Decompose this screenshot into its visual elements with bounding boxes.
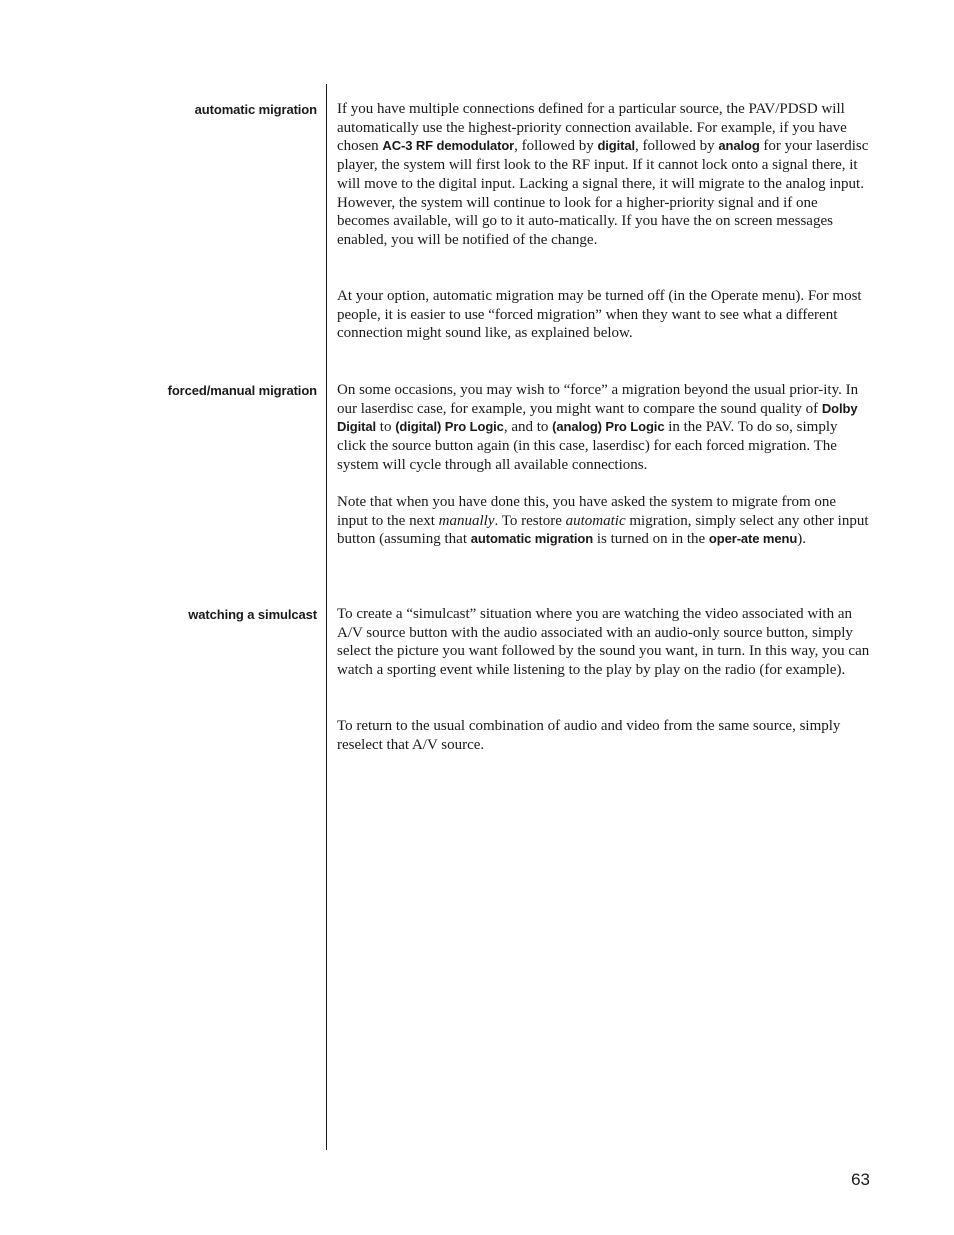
heading-automatic-migration: automatic migration [194,102,317,117]
bold-term: analog [718,138,760,154]
body-text-run: , followed by [635,138,719,155]
body-text-run: To return to the usual combination of audio and video from the same source, simply reselect that A/V source. [337,718,841,753]
bold-term: digital [597,138,636,154]
paragraph-simulcast-2 [337,717,870,754]
paragraph-automatic-migration-2 [337,287,870,343]
body-text-run: . To restore [494,512,566,529]
body-text-run: , followed by [514,138,598,155]
body-text-run: for your laserdisc player, the system will first look to the RF input. If it cannot lock onto a signal there, it will move to the digital input. Lacking a signal there, it will migrate to the analog input. However, the system will continue to look for a higher-priority signal and if one becomes available, will go to it auto-matically. If you have the on screen messages enabled, you will be notified of the change. [337,138,869,248]
paragraph-automatic-migration-1 [337,100,870,250]
bold-term: (analog) Pro Logic [552,419,665,435]
bold-term: (digital) Pro Logic [395,419,504,435]
heading-forced-manual-migration: forced/manual migration [167,383,317,398]
body-text-run: in the PAV. To do so, simply click the source button again (in this case, laserdisc) for each forced migration. The system will cycle through all available connections. [337,419,838,473]
italic-term: automatic [565,512,626,529]
paragraph-forced-migration-1 [337,381,870,475]
bold-term: Dolby Digital [337,400,858,435]
body-text-run: ). [797,531,806,548]
body-text-run: On some occasions, you may wish to “force” a migration beyond the usual prior-ity. In our laserdisc case, for example, you might want to compare the sound quality of [337,382,859,417]
body-text-run: to [376,419,396,436]
italic-term: manually [438,512,495,529]
body-text-run: migration, simply select any other input button (assuming that [337,512,869,548]
bold-term: automatic migration [470,531,594,547]
page-number: 63 [851,1170,870,1189]
heading-watching-a-simulcast: watching a simulcast [188,607,317,622]
body-text-run: To create a “simulcast” situation where you are watching the video associated with an A/V source button with the audio associated with an audio-only source button, simply select the picture you want followed by the sound you want, in turn. In this way, you can watch a sporting event while listening to the play by play on the radio (for example). [337,606,870,679]
column-divider-rule [326,84,327,1150]
body-text-run: Note that when you have done this, you have asked the system to migrate from one input to the next [337,494,837,529]
body-text-run: is turned on in the [593,531,709,548]
paragraph-simulcast-1 [337,605,870,680]
body-text-run: , and to [503,419,553,436]
paragraph-forced-migration-2 [337,493,870,549]
body-text-run: At your option, automatic migration may be turned off (in the Operate menu). For most people, it is easier to use “forced migration” when they want to see what a different connection might sound like, as explained below. [337,288,862,342]
body-text-run: If you have multiple connections defined for a particular source, the PAV/PDSD will automatically use the highest-priority connection available. For example, if you have chosen [337,101,847,155]
bold-term: oper-ate menu [708,531,798,547]
bold-term: AC-3 RF demodulator [382,138,515,154]
